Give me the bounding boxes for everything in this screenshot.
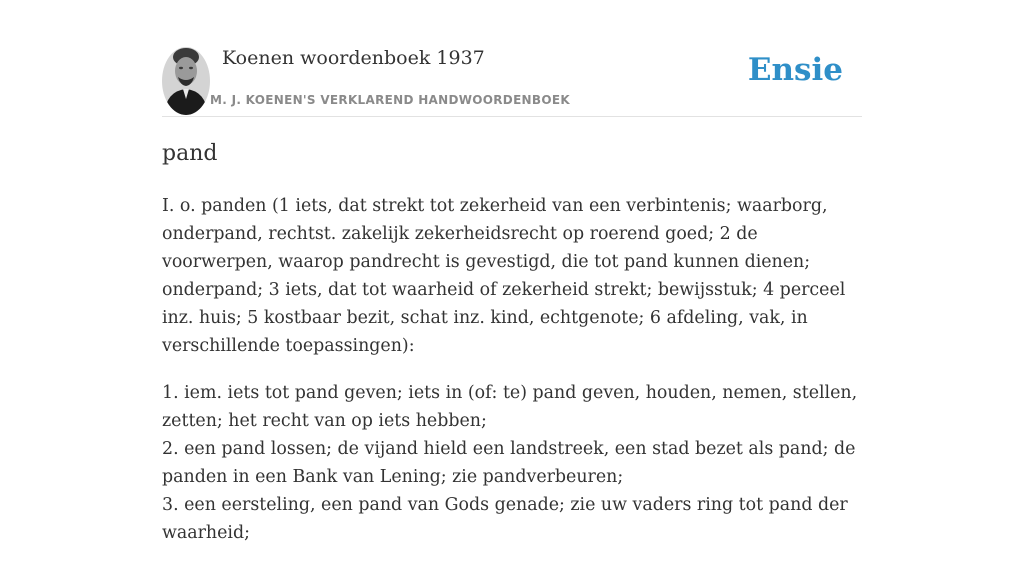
ensie-logo[interactable]: Ensie (747, 52, 843, 88)
sense-item: 1. iem. iets tot pand geven; iets in (of: te) pand geven, houden, nemen, stellen, zetten; het recht van op iets hebben; (162, 383, 858, 431)
headword: pand (162, 141, 218, 166)
sense-item: 3. een eersteling, een pand van Gods genade; zie uw vaders ring tot pand der waarheid; (162, 495, 848, 543)
dictionary-header (162, 46, 862, 117)
sense-item: 2. een pand lossen; de vijand hield een landstreek, een stad bezet als pand; de panden in een Bank van Lening; zie pandverbeuren; (162, 439, 856, 487)
dictionary-subtitle: M. J. KOENEN'S VERKLAREND HANDWOORDENBOEK (210, 93, 570, 107)
senses-list (162, 379, 862, 547)
dictionary-title[interactable]: Koenen woordenboek 1937 (222, 47, 485, 69)
author-portrait (162, 47, 210, 115)
definition-paragraph: I. o. panden (1 iets, dat strekt tot zekerheid van een verbintenis; waarborg, onderpand, rechtst. zakelijk zekerheidsrecht op roerend goed; 2 de voorwerpen, waarop pandrecht is gevestigd, die tot pand kunnen dienen; onderpand; 3 iets, dat tot waarheid of zekerheid strekt; bewijsstuk; 4 perceel inz. huis; 5 kostbaar bezit, schat inz. kind, echtgenote; 6 afdeling, vak, in verschillende toepassingen): (162, 196, 846, 356)
entry-body (162, 192, 862, 566)
